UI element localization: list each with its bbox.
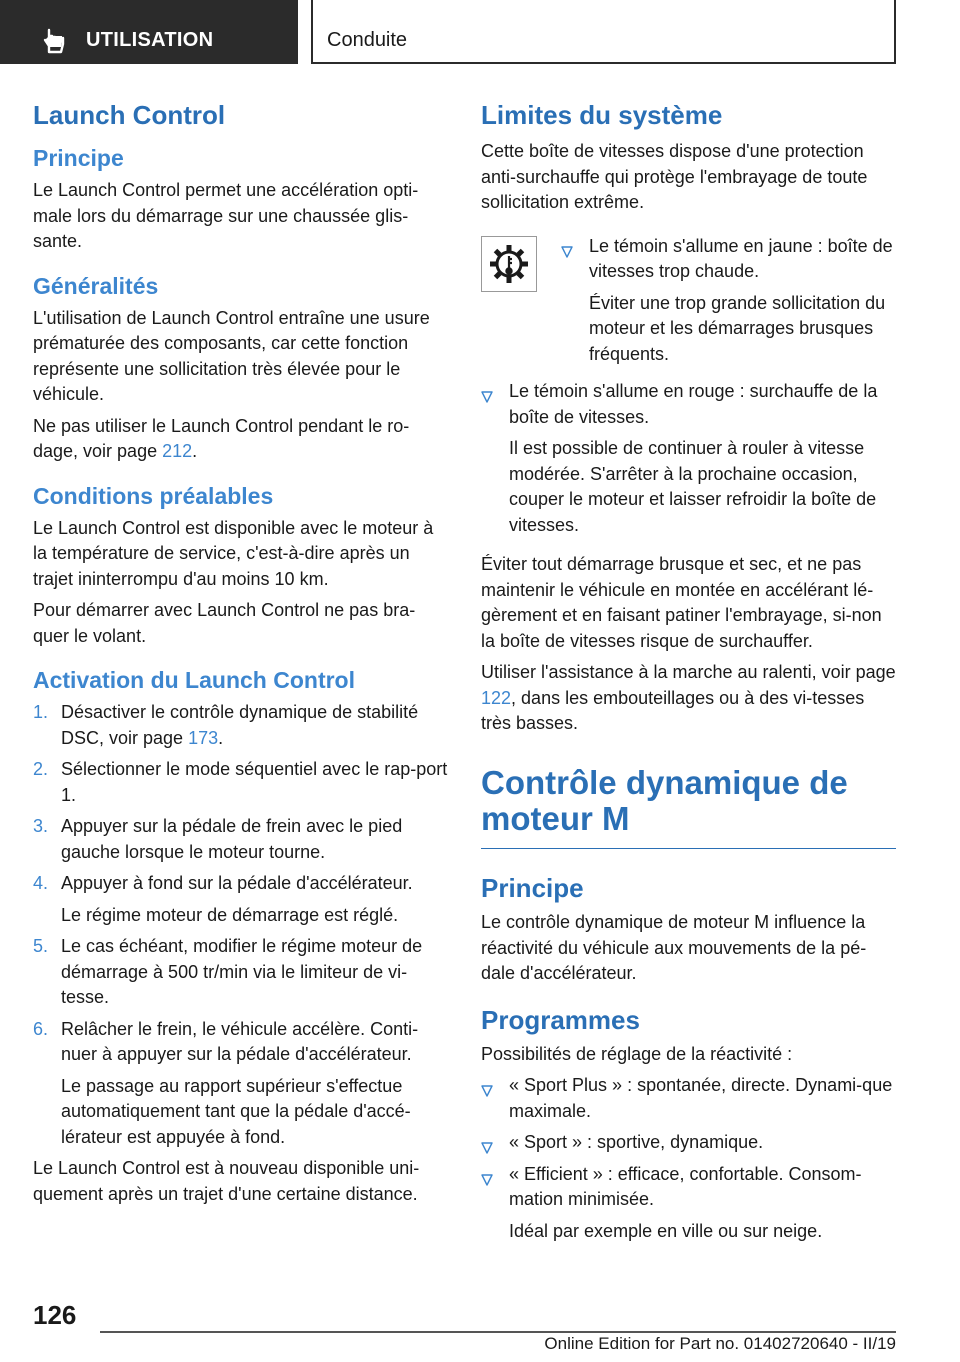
step-item bbox=[33, 700, 448, 751]
programme-text: « Sport » : sportive, dynamique. bbox=[509, 1132, 764, 1153]
step-item bbox=[33, 934, 448, 1011]
activation-steps bbox=[33, 700, 448, 1150]
triangle-bullet-icon bbox=[481, 1079, 493, 1091]
step-number: 6. bbox=[33, 1018, 49, 1039]
avoid-text: Éviter tout démarrage brusque et sec, et ne pas maintenir le véhicule en montée en accélérant lé-gèrement et en faisant patiner l'embrayage, si-non la boîte de vitesses risque de surchauffer. bbox=[481, 554, 882, 651]
page-link-212[interactable]: 212 bbox=[162, 441, 193, 461]
step-number: 2. bbox=[33, 759, 49, 779]
warning-block bbox=[481, 234, 896, 374]
section-tab-label: UTILISATION bbox=[86, 29, 214, 51]
triangle-bullet-icon bbox=[481, 385, 493, 397]
step-item bbox=[33, 814, 448, 865]
step-number: 1. bbox=[33, 702, 49, 722]
generalites-text-2-start: Ne pas utiliser le Launch Control pendant le ro-dage, voir page bbox=[33, 415, 410, 461]
generalites-text-2 bbox=[33, 414, 448, 465]
heading-programmes: Programmes bbox=[481, 1004, 640, 1035]
step-note: Le passage au rapport supérieur s'effectue automatiquement tant que la pédale d'accé-lérateur est appuyée à fond. bbox=[61, 1075, 411, 1147]
step-item bbox=[33, 1017, 448, 1151]
heading-principe-m: Principe bbox=[481, 873, 584, 904]
warning-note: Éviter une trop grande sollicitation du moteur et les démarrages brusques fréquents. bbox=[589, 292, 886, 364]
step-item bbox=[33, 871, 448, 928]
conditions-text-2: Pour démarrer avec Launch Control ne pas bra-quer le volant. bbox=[33, 600, 416, 646]
triangle-bullet-icon bbox=[481, 1168, 493, 1180]
step-note: Le régime moteur de démarrage est réglé. bbox=[61, 904, 399, 925]
list-item bbox=[481, 1162, 896, 1245]
step-text: Sélectionner le mode séquentiel avec le rap-port 1. bbox=[61, 759, 448, 805]
right-column bbox=[481, 100, 896, 1250]
principe-text: Le Launch Control permet une accélération opti-male lors du démarrage sur une chaussée glis-sante. bbox=[33, 180, 419, 251]
limites-text: Cette boîte de vitesses dispose d'une protection anti-surchauffe qui protège l'embrayage de toute sollicitation extrême. bbox=[481, 141, 868, 212]
list-item bbox=[481, 379, 896, 538]
generalites-text-1: L'utilisation de Launch Control entraîne une usure prématurée des composants, car cette fonction représente une sollicitation très élevée pour le véhicule. bbox=[33, 307, 430, 404]
programme-note: Idéal par exemple en ville ou sur neige. bbox=[509, 1220, 823, 1241]
page-link-122[interactable]: 122 bbox=[481, 687, 512, 708]
subsection-tab[interactable] bbox=[311, 0, 896, 64]
page-link-173[interactable]: 173 bbox=[188, 727, 219, 748]
page-header bbox=[0, 0, 960, 66]
generalites-text-2-end: . bbox=[192, 441, 198, 461]
section-tab[interactable] bbox=[0, 0, 298, 64]
step-number: 4. bbox=[33, 873, 49, 893]
step-text: Le cas échéant, modifier le régime moteur de démarrage à 500 tr/min via le limiteur de vi-tesse. bbox=[61, 936, 423, 1007]
assist-text-end: , dans les embouteillages ou à des vi-tesses très basses. bbox=[481, 687, 865, 733]
hand-pointer-icon bbox=[40, 28, 66, 54]
step-item bbox=[33, 757, 448, 808]
step-number: 3. bbox=[33, 816, 49, 836]
footer-divider bbox=[100, 1331, 896, 1333]
warning-note: Il est possible de continuer à rouler à vitesse modérée. S'arrêter à la prochaine occasion, couper le moteur et laisser refroidir la boîte de vitesses. bbox=[509, 438, 877, 535]
heading-activation: Activation du Launch Control bbox=[33, 667, 355, 693]
triangle-bullet-icon bbox=[481, 1136, 493, 1148]
gearbox-temperature-warning-icon bbox=[481, 236, 537, 292]
assist-text-start: Utiliser l'assistance à la marche au ralenti, voir page bbox=[481, 662, 896, 682]
step-text: Appuyer à fond sur la pédale d'accélérateur. bbox=[61, 873, 413, 893]
warning-text: Le témoin s'allume en rouge : surchauffe de la boîte de vitesses. bbox=[509, 381, 878, 427]
page-number: 126 bbox=[33, 1300, 77, 1330]
programmes-list bbox=[481, 1073, 896, 1244]
heading-generalites: Généralités bbox=[33, 272, 159, 299]
programme-text: « Efficient » : efficace, confortable. Consom-mation minimisée. bbox=[509, 1163, 862, 1210]
list-item bbox=[481, 1130, 896, 1156]
list-item bbox=[481, 1073, 896, 1124]
heading-conditions: Conditions préalables bbox=[33, 482, 274, 509]
programmes-text: Possibilités de réglage de la réactivité : bbox=[481, 1043, 793, 1064]
programme-text: « Sport Plus » : spontanée, directe. Dynami-que maximale. bbox=[509, 1075, 893, 1121]
closing-text: Le Launch Control est à nouveau disponible uni-quement après un trajet d'une certaine distance. bbox=[33, 1158, 420, 1204]
left-column bbox=[33, 100, 448, 1213]
assist-text bbox=[481, 660, 896, 737]
section-title-launch-control: Launch Control bbox=[33, 100, 226, 130]
step-text: Désactiver le contrôle dynamique de stabilité DSC, voir page bbox=[61, 702, 419, 748]
principe-m-text: Le contrôle dynamique de moteur M influence la réactivité du véhicule aux mouvements de la pé-dale d'accélérateur. bbox=[481, 912, 867, 984]
section-title-limites: Limites du système bbox=[481, 100, 723, 130]
triangle-bullet-icon bbox=[561, 240, 573, 252]
step-text-end: . bbox=[218, 727, 224, 748]
warning-list bbox=[561, 234, 896, 374]
chapter-title: Contrôle dynamique de moteur M bbox=[481, 765, 896, 850]
step-number: 5. bbox=[33, 936, 49, 956]
edition-text: Online Edition for Part no. 01402720640 - II/19 bbox=[544, 1334, 896, 1353]
warning-list-2 bbox=[481, 379, 896, 538]
warning-text: Le témoin s'allume en jaune : boîte de vitesses trop chaude. bbox=[589, 235, 893, 281]
step-text: Relâcher le frein, le véhicule accélère. Conti-nuer à appuyer sur la pédale d'accélérateur. bbox=[61, 1018, 419, 1064]
list-item bbox=[561, 234, 896, 368]
heading-principe: Principe bbox=[33, 145, 124, 171]
conditions-text-1: Le Launch Control est disponible avec le moteur à la température de service, c'est-à-dire après un trajet ininterrompu d'au moins 10 km. bbox=[33, 517, 434, 589]
step-text: Appuyer sur la pédale de frein avec le pied gauche lorsque le moteur tourne. bbox=[61, 816, 403, 862]
subsection-tab-label: Conduite bbox=[327, 29, 408, 51]
